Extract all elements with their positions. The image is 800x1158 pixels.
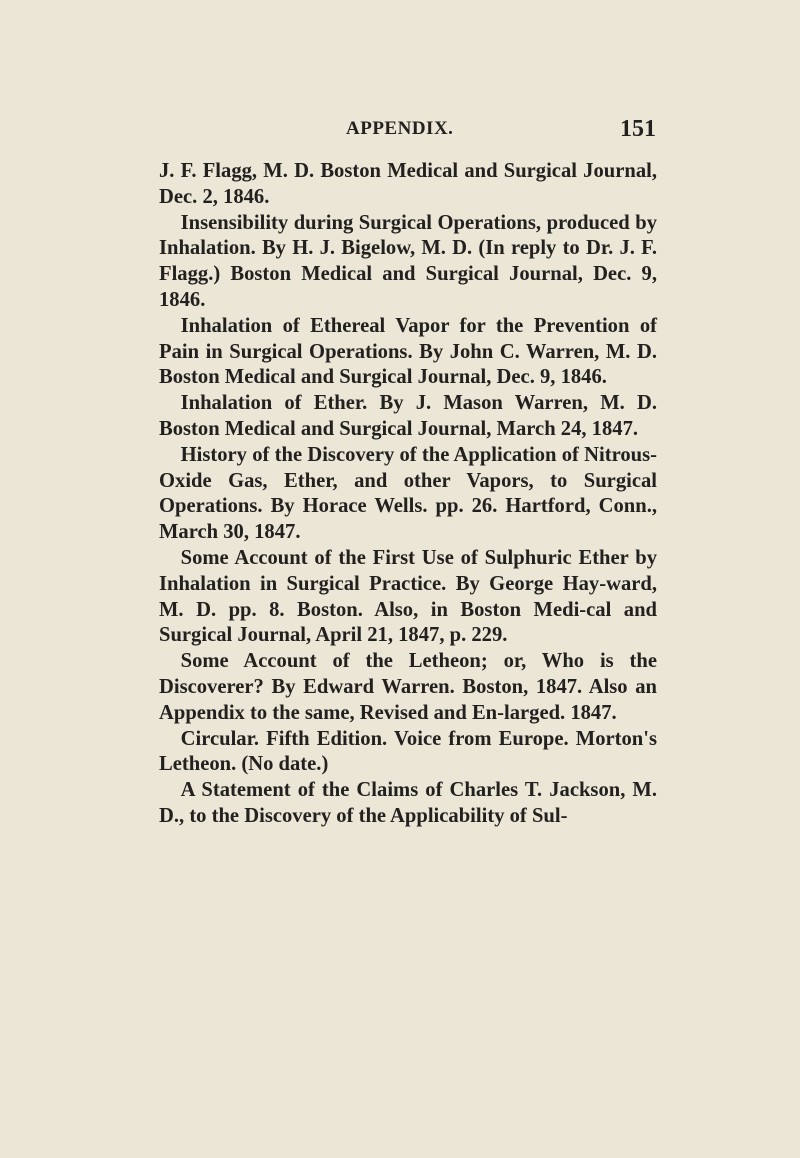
bibliography-entry: A Statement of the Claims of Charles T. Jackson, M. D., to the Discovery of the Applicability of Sul-: [159, 779, 657, 827]
bibliography-entry: History of the Discovery of the Application of Nitrous-Oxide Gas, Ether, and other Vapors, to Surgical Operations. By Horace Wells. pp. 26. Hartford, Conn., March 30, 1847.: [159, 443, 657, 544]
page-number: 151: [620, 116, 656, 142]
bibliography-entry: Inhalation of Ether. By J. Mason Warren, M. D. Boston Medical and Surgical Journal, March 24, 1847.: [159, 392, 657, 440]
bibliography-entry: Insensibility during Surgical Operations, produced by Inhalation. By H. J. Bigelow, M. D. (In reply to Dr. J. F. Flagg.) Boston Medical and Surgical Journal, Dec. 9, 1846.: [159, 211, 657, 311]
page-header: [218, 116, 656, 146]
bibliography-entry: Some Account of the First Use of Sulphuric Ether by Inhalation in Surgical Practice. By George Hay-ward, M. D. pp. 8. Boston. Also, in Boston Medi-cal and Surgical Journal, April 21, 1847, p. 229.: [159, 546, 657, 647]
bibliography-entry: J. F. Flagg, M. D. Boston Medical and Surgical Journal, Dec. 2, 1846.: [159, 160, 657, 208]
bibliography-entry: Some Account of the Letheon; or, Who is the Discoverer? By Edward Warren. Boston, 1847. Also an Appendix to the same, Revised and En-larged. 1847.: [159, 650, 657, 724]
bibliography-list: [159, 159, 657, 830]
bibliography-entry: Circular. Fifth Edition. Voice from Europe. Morton's Letheon. (No date.): [159, 727, 657, 776]
running-head: APPENDIX.: [346, 118, 454, 139]
bibliography-entry: Inhalation of Ethereal Vapor for the Prevention of Pain in Surgical Operations. By John C. Warren, M. D. Boston Medical and Surgical Journal, Dec. 9, 1846.: [159, 314, 657, 389]
